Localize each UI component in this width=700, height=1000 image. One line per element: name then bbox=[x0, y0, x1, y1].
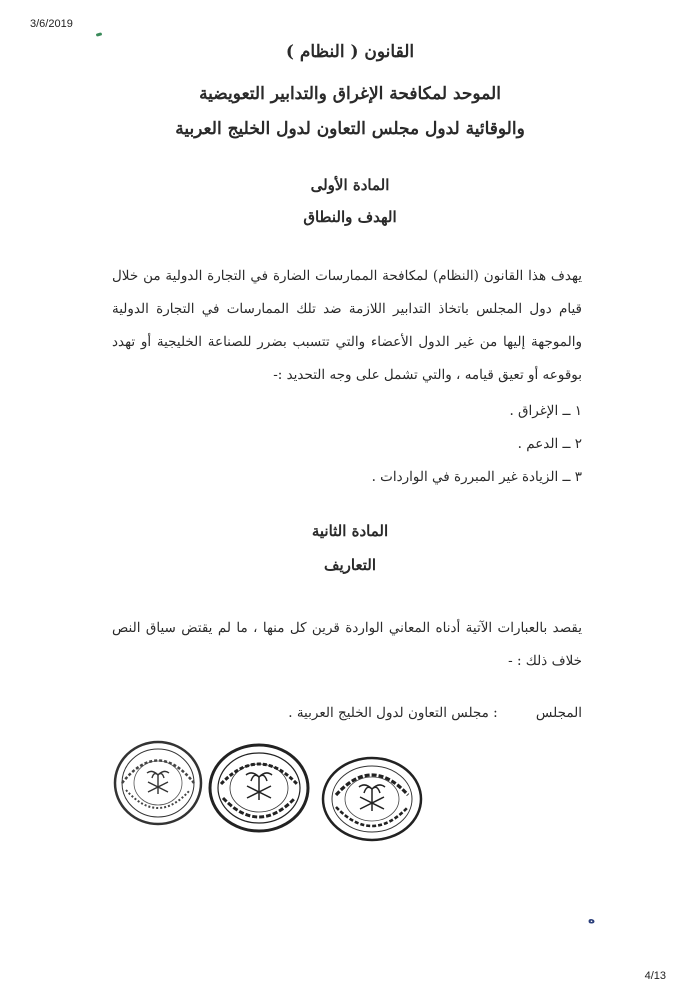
article-1-body: يهدف هذا القانون (النظام) لمكافحة الممارسات الضارة في التجارة الدولية من خلال قيام دول المجلس باتخاذ التدابير اللازمة ضد تلك الممارسات في التجارة الدولية والموجهة إليها من غير الدول الأعضاء والتي تتسبب بضرر للصناعة الخليجية أو تهدد بوقوعه أو تعيق قيامه ، والتي تشمل على وجه التحديد :- bbox=[112, 268, 582, 383]
title-line-1: القانون ( النظام ) bbox=[285, 42, 415, 62]
definition-text: : مجلس التعاون لدول الخليج العربية . bbox=[288, 705, 498, 721]
handwritten-mark: ه bbox=[588, 912, 596, 926]
article-2-body: يقصد بالعبارات الآتية أدناه المعاني الواردة قرين كل منها ، ما لم يقتض سياق النص خلاف ذلك : - bbox=[112, 620, 582, 669]
list-item-subsidy: ٢ ــ الدعم . bbox=[517, 436, 582, 452]
list-item-dumping: ١ ــ الإغراق . bbox=[509, 403, 582, 419]
palm-icon bbox=[359, 785, 385, 811]
seal-cabinet-diwan bbox=[112, 738, 204, 828]
seal-cabinet-general-secretariat bbox=[320, 755, 424, 843]
seal-left-text: ديوان رئاسة مجلس الوزراء · مركز الاتصالات الإدارية bbox=[158, 826, 180, 827]
print-date: 3/6/2019 bbox=[30, 18, 73, 30]
seal-experts-commission bbox=[207, 742, 311, 834]
article-1-subheading: الهدف والنطاق bbox=[303, 208, 397, 226]
article-2-heading: المادة الثانية bbox=[311, 522, 389, 540]
page-number: 4/13 bbox=[644, 970, 666, 982]
palm-icon bbox=[246, 773, 272, 800]
list-item-import-increase: ٣ ــ الزيادة غير المبررة في الواردات . bbox=[371, 469, 582, 485]
definition-term: المجلس bbox=[535, 705, 582, 721]
definition-council bbox=[112, 705, 582, 721]
palm-icon bbox=[147, 771, 169, 794]
title-line-2: الموحد لمكافحة الإغراق والتدابير التعويضية bbox=[199, 84, 501, 104]
article-1-heading: المادة الأولى bbox=[310, 176, 390, 194]
article-2-subheading: التعاريف bbox=[323, 556, 377, 574]
title-line-3: والوقائية لدول مجلس التعاون لدول الخليج العربية bbox=[175, 119, 525, 139]
